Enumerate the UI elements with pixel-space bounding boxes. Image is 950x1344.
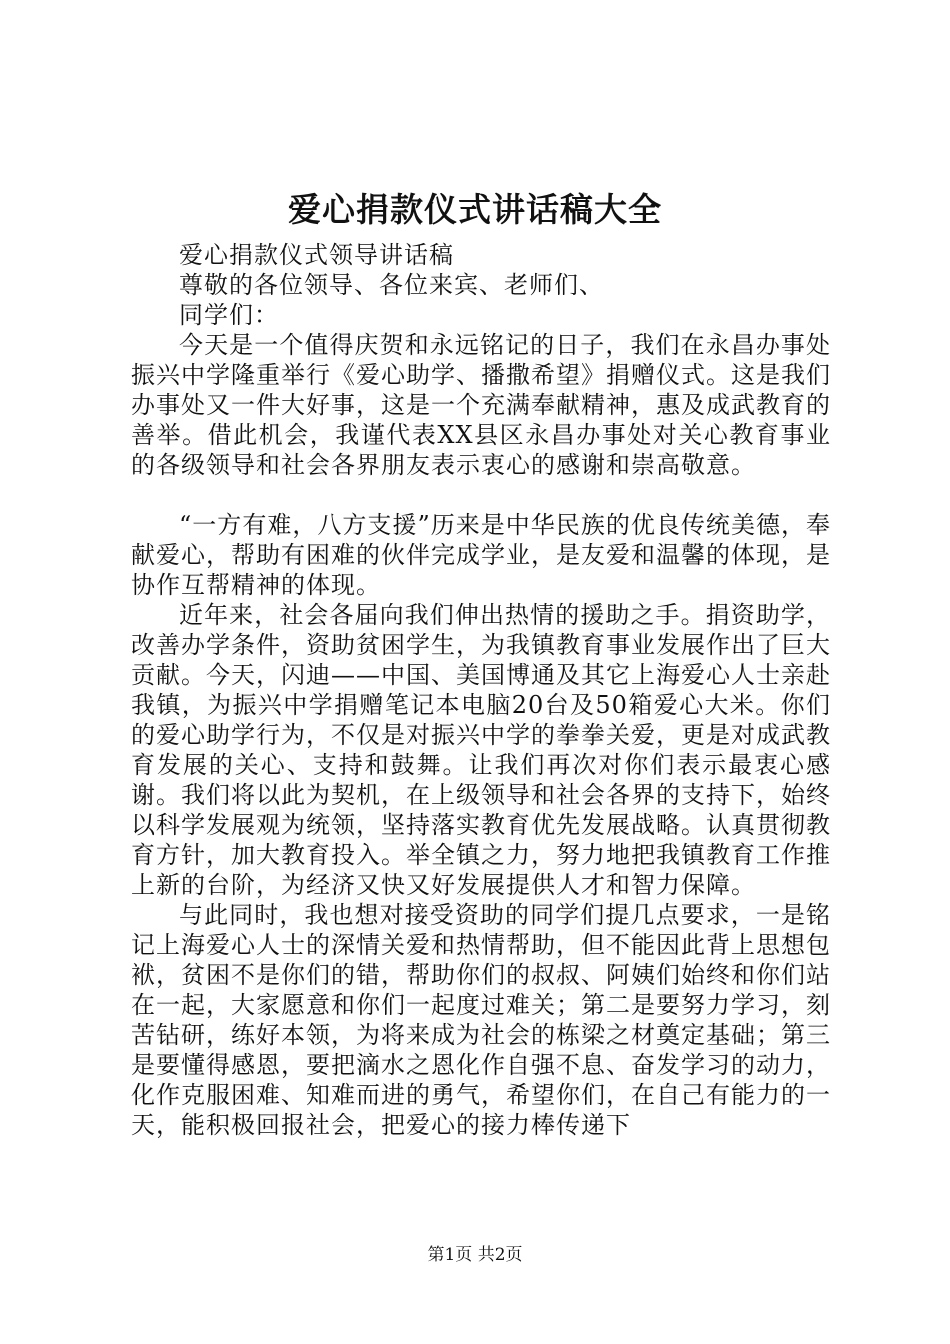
body-paragraph: 今天是一个值得庆贺和永远铭记的日子，我们在永昌办事处振兴中学隆重举行《爱心助学、播撒希望》捐赠仪式。这是我们办事处又一件大好事，这是一个充满奉献精神，惠及成武教育的善举。借此机会，我谨代表XX县区永昌办事处对关心教育事业的各级领导和社会各界朋友表示衷心的感谢和崇高敬意。 — [131, 331, 831, 479]
body-paragraph: 近年来，社会各届向我们伸出热情的援助之手。捐资助学，改善办学条件，资助贫困学生，为我镇教育事业发展作出了巨大贡献。今天，闪迪——中国、美国博通及其它上海爱心人士亲赴我镇，为振兴中学捐赠笔记本电脑20台及50箱爱心大米。你们的爱心助学行为，不仅是对振兴中学的拳拳关爱，更是对成武教育发展的关心、支持和鼓舞。让我们再次对你们表示最衷心感谢。我们将以此为契机，在上级领导和社会各界的支持下，始终以科学发展观为统领，坚持落实教育优先发展战略。认真贯彻教育方针，加大教育投入。举全镇之力，努力地把我镇教育工作推上新的台阶，为经济又快又好发展提供人才和智力保障。 — [131, 601, 831, 899]
salutation-paragraph: 同学们： — [179, 301, 279, 329]
document-body — [131, 240, 831, 1140]
salutation-paragraph: 尊敬的各位领导、各位来宾、老师们、 — [179, 271, 604, 299]
body-paragraph: 与此同时，我也想对接受资助的同学们提几点要求，一是铭记上海爱心人士的深情关爱和热情帮助，但不能因此背上思想包袱，贫困不是你们的错，帮助你们的叔叔、阿姨们始终和你们站在一起，大家愿意和你们一起度过难关；第二是要努力学习，刻苦钻研，练好本领，为将来成为社会的栋梁之材奠定基础；第三是要懂得感恩，要把滴水之恩化作自强不息、奋发学习的动力，化作克服困难、知难而进的勇气，希望你们，在自己有能力的一天，能积极回报社会，把爱心的接力棒传递下 — [131, 901, 831, 1139]
page-number-footer: 第1页 共2页 — [427, 1245, 523, 1265]
document-title: 爱心捐款仪式讲话稿大全 — [288, 190, 662, 229]
subtitle-paragraph: 爱心捐款仪式领导讲话稿 — [179, 241, 454, 269]
body-paragraph: “一方有难，八方支援”历来是中华民族的优良传统美德，奉献爱心，帮助有困难的伙伴完成学业，是友爱和温馨的体现，是协作互帮精神的体现。 — [131, 511, 831, 599]
